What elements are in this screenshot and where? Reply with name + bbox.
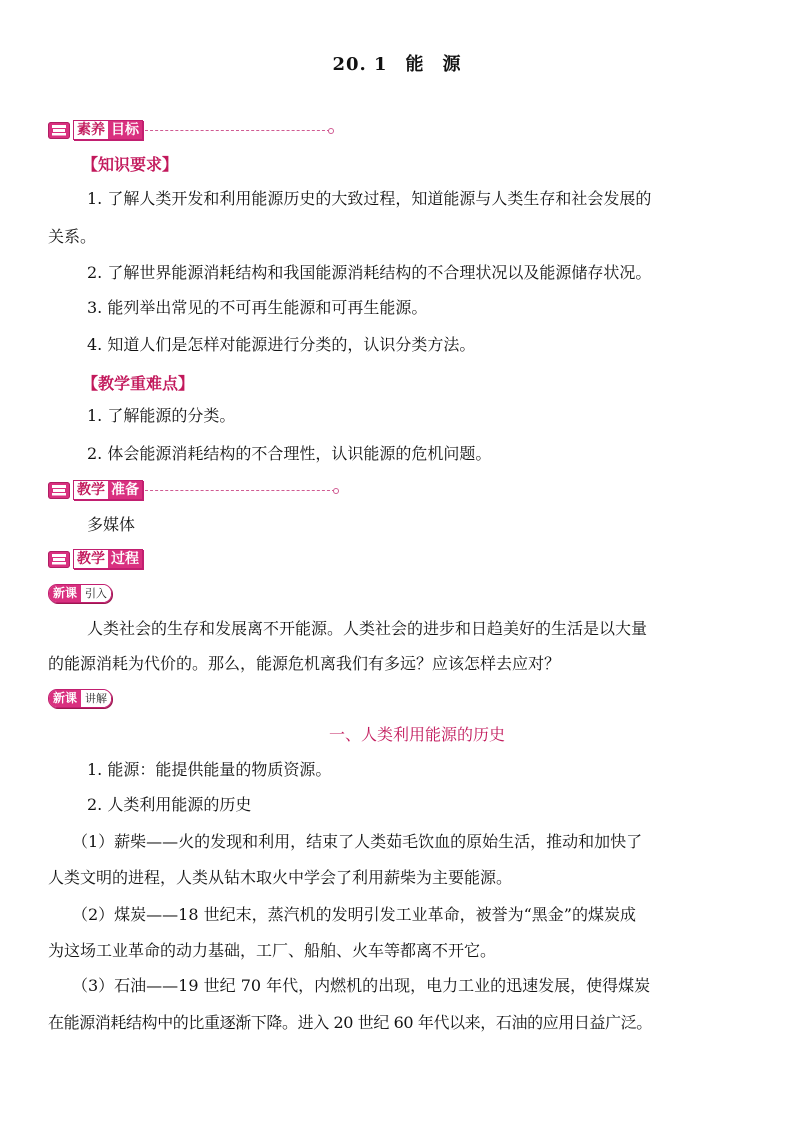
difficulty-line-1: 1. 了解能源的分类。 xyxy=(87,406,236,425)
section-label-part-1: 素养 xyxy=(74,121,108,139)
subheading: 一、人类利用能源的历史 xyxy=(328,725,505,744)
book-stack-icon xyxy=(48,551,70,568)
badge-part-1: 新课 xyxy=(49,690,81,707)
body-line-3: （1）薪柴——火的发现和利用，结束了人类茹毛饮血的原始生活，推动和加快了 xyxy=(72,832,643,851)
title-char-2: 源 xyxy=(442,54,462,75)
section-header-goals xyxy=(48,120,330,140)
body-line-5: （2）煤炭——18 世纪末，蒸汽机的发明引发工业革命，被誉为“黑金”的煤炭成 xyxy=(72,905,636,924)
dotted-divider xyxy=(145,130,330,131)
badge-part-2: 引入 xyxy=(81,585,111,602)
body-line-1: 1. 能源：能提供能量的物质资源。 xyxy=(87,760,332,779)
section-label xyxy=(73,549,143,569)
body-line-2: 2. 人类利用能源的历史 xyxy=(87,795,252,814)
knowledge-heading: 【知识要求】 xyxy=(82,155,179,174)
page-title xyxy=(0,50,794,76)
book-stack-icon xyxy=(48,482,70,499)
knowledge-line-1-cont: 关系。 xyxy=(48,227,97,246)
body-line-8: 在能源消耗结构中的比重逐渐下降。进入 20 世纪 60 年代以来，石油的应用日益广泛。 xyxy=(48,1013,652,1032)
body-line-6: 为这场工业革命的动力基础，工厂、船舶、火车等都离不开它。 xyxy=(48,941,497,960)
intro-line-2: 的能源消耗为代价的。那么，能源危机离我们有多远？应该怎样去应对？ xyxy=(48,654,561,673)
difficulty-heading: 【教学重难点】 xyxy=(82,374,195,393)
section-header-prep xyxy=(48,480,335,500)
knowledge-line-1: 1. 了解人类开发和利用能源历史的大致过程，知道能源与人类生存和社会发展的 xyxy=(87,189,652,208)
section-label-part-1: 教学 xyxy=(74,550,108,568)
prep-text: 多媒体 xyxy=(87,515,136,534)
title-number: 20. 1 xyxy=(332,54,388,75)
section-label-part-2: 准备 xyxy=(108,481,142,499)
section-label-part-2: 过程 xyxy=(108,550,142,568)
title-char-1: 能 xyxy=(405,54,425,75)
badge-part-2: 讲解 xyxy=(81,690,111,707)
knowledge-line-3: 3. 能列举出常见的不可再生能源和可再生能源。 xyxy=(87,298,428,317)
difficulty-line-2: 2. 体会能源消耗结构的不合理性，认识能源的危机问题。 xyxy=(87,444,492,463)
book-stack-icon xyxy=(48,122,70,139)
badge-new-lesson-intro xyxy=(48,584,112,603)
dotted-divider xyxy=(145,490,335,491)
badge-new-lesson-explain xyxy=(48,689,112,708)
section-label xyxy=(73,480,143,500)
section-label xyxy=(73,120,143,140)
knowledge-line-4: 4. 知道人们是怎样对能源进行分类的，认识分类方法。 xyxy=(87,335,476,354)
intro-line-1: 人类社会的生存和发展离不开能源。人类社会的进步和日趋美好的生活是以大量 xyxy=(87,619,648,638)
body-line-4: 人类文明的进程，人类从钻木取火中学会了利用薪柴为主要能源。 xyxy=(48,868,513,887)
section-label-part-2: 目标 xyxy=(108,121,142,139)
section-label-part-1: 教学 xyxy=(74,481,108,499)
badge-part-1: 新课 xyxy=(49,585,81,602)
knowledge-line-2: 2. 了解世界能源消耗结构和我国能源消耗结构的不合理状况以及能源储存状况。 xyxy=(87,263,652,282)
section-header-process xyxy=(48,549,143,569)
body-line-7: （3）石油——19 世纪 70 年代，内燃机的出现，电力工业的迅速发展，使得煤炭 xyxy=(72,976,651,995)
